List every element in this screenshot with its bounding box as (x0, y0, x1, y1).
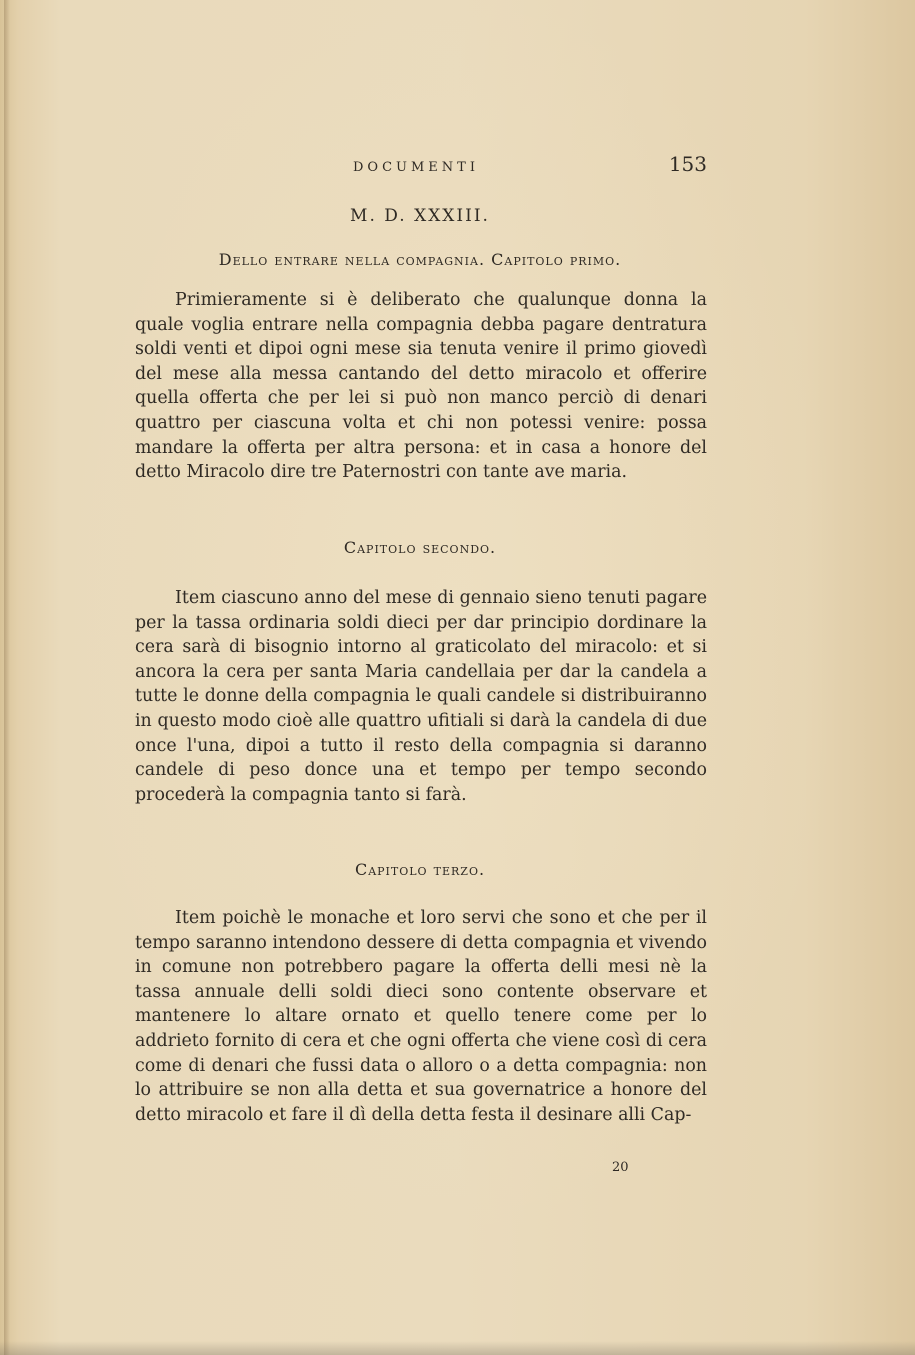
chapter-3-paragraph: Item poichè le monache et loro servi che sono et che per il tempo saranno intendono dessere di detta compagnia et vivendo in comune non potrebbero pagare la offerta delli mesi nè la tassa annuale delli soldi dieci sono contente observare et mantenere lo altare ornato et quello tenere come per lo addrieto fornito di cera et che ogni offerta che viene così di cera come di denari che fussi data o alloro o a detta compagnia: non lo attribuire se non alla detta et sua governatrice a honore del detto miracolo et fare il dì della detta festa il desinare alli Cap- (135, 908, 707, 1125)
chapter-1-paragraph: Primieramente si è deliberato che qualunque donna la quale voglia entrare nella compagnia debba pagare dentratura soldi venti et dipoi ogni mese sia tenuta venire il primo giovedì del mese alla messa cantando del detto miracolo et offerire quella offerta che per lei si può non manco perciò di denari quattro per ciascuna volta et chi non potessi venire: possa mandare la offerta per altra persona: et in casa a honore del detto Miracolo dire tre Paternostri con tante ave maria. (135, 290, 707, 483)
chapter-1-heading: Dello entrare nella compagnia. Capitolo primo. (218, 250, 622, 269)
running-head (135, 152, 707, 178)
running-title: DOCUMENTI (353, 160, 479, 175)
signature-mark: 20 (612, 1160, 629, 1175)
chapter-2-heading: Capitolo secondo. (343, 538, 497, 557)
page-edge-shadow (4, 0, 10, 1355)
chapter-3-heading: Capitolo terzo. (354, 860, 486, 879)
document-year: M. D. XXXIII. (350, 206, 490, 226)
chapter-2-paragraph: Item ciascuno anno del mese di gennaio sieno tenuti pagare per la tassa ordinaria soldi dieci per dar principio dordinare la cera sarà di bisognio intorno al graticolato del miracolo: et si ancora la cera per santa Maria candellaia per dar la candela a tutte le donne della compagnia le quali candele si distribuiranno in questo modo cioè alle quattro ufitiali si darà la candela di due once l'una, dipoi a tutto il resto della compagnia si daranno candele di peso donce una et tempo per tempo secondo procederà la compagnia tanto si farà. (135, 588, 707, 805)
page-number: 153 (668, 152, 707, 176)
